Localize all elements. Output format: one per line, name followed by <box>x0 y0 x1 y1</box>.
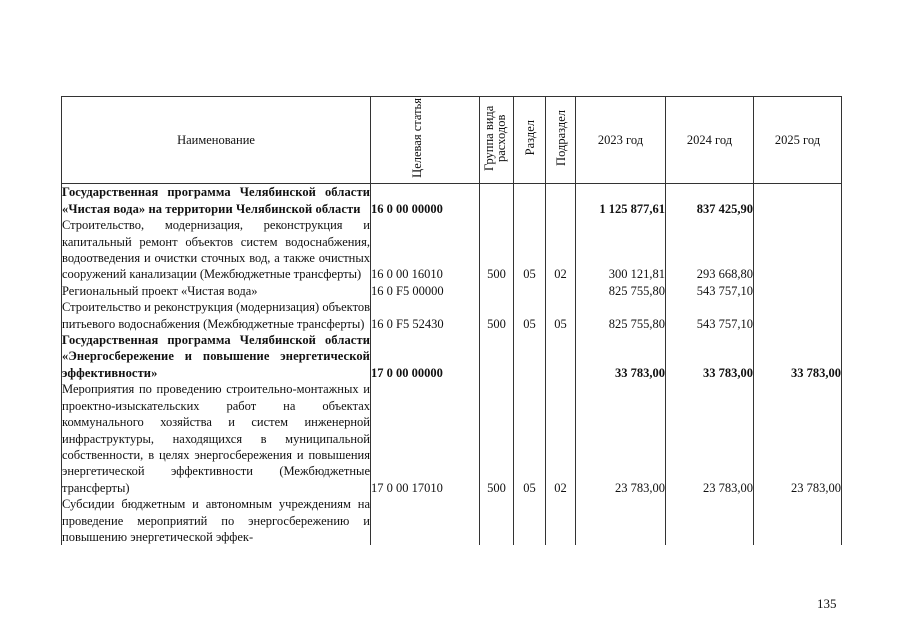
page-number: 135 <box>817 596 837 611</box>
row-2024: 543 757,10 <box>666 299 754 332</box>
header-name: Наименование <box>62 97 371 184</box>
header-2025: 2025 год <box>754 97 842 184</box>
row-code: 16 0 F5 00000 <box>371 283 480 299</box>
header-expense-group: Группа вида расходов <box>480 97 514 184</box>
table-row <box>62 496 842 545</box>
row-section: 05 <box>514 217 546 283</box>
row-group <box>480 184 514 217</box>
table-row <box>62 299 842 332</box>
row-code: 17 0 00 00000 <box>371 332 480 381</box>
row-group <box>480 332 514 381</box>
row-subsection: 02 <box>546 381 576 496</box>
table-body <box>62 184 842 545</box>
row-2023: 23 783,00 <box>576 381 666 496</box>
row-2023: 825 755,80 <box>576 283 666 299</box>
row-2024: 33 783,00 <box>666 332 754 381</box>
row-code: 16 0 00 16010 <box>371 217 480 283</box>
row-2024: 293 668,80 <box>666 217 754 283</box>
row-2025 <box>754 299 842 332</box>
row-name: Строительство и реконструкция (модернизация) объектов питьевого водоснабжения (Межбюджетные трансферты) <box>62 300 371 331</box>
row-subsection <box>546 283 576 299</box>
header-subsection: Подраздел <box>546 97 576 184</box>
row-2024: 837 425,90 <box>666 184 754 217</box>
row-section <box>514 332 546 381</box>
row-name: Государственная программа Челябинской области «Чистая вода» на территории Челябинской области <box>62 185 370 216</box>
row-code: 17 0 00 17010 <box>371 381 480 496</box>
row-subsection <box>546 332 576 381</box>
row-2023: 33 783,00 <box>576 332 666 381</box>
row-2025 <box>754 283 842 299</box>
row-2024 <box>666 496 754 545</box>
row-subsection <box>546 496 576 545</box>
row-2023: 825 755,80 <box>576 299 666 332</box>
row-name: Региональный проект «Чистая вода» <box>62 283 371 299</box>
table-row <box>62 184 842 217</box>
row-subsection: 05 <box>546 299 576 332</box>
header-2024: 2024 год <box>666 97 754 184</box>
row-code: 16 0 F5 52430 <box>371 299 480 332</box>
row-name: Субсидии бюджетным и автономным учреждениям на проведение мероприятий по энергосбережению и повышению энергетической эффек- <box>62 497 370 544</box>
table-header <box>62 97 842 184</box>
row-group: 500 <box>480 299 514 332</box>
row-subsection <box>546 184 576 217</box>
row-group <box>480 283 514 299</box>
row-section <box>514 496 546 545</box>
row-2025: 33 783,00 <box>754 332 842 381</box>
row-2023: 300 121,81 <box>576 217 666 283</box>
table-row <box>62 381 842 496</box>
row-2025 <box>754 184 842 217</box>
row-section: 05 <box>514 381 546 496</box>
row-section <box>514 184 546 217</box>
row-2025 <box>754 496 842 545</box>
row-2025: 23 783,00 <box>754 381 842 496</box>
row-2024: 543 757,10 <box>666 283 754 299</box>
row-2025 <box>754 217 842 283</box>
header-2023: 2023 год <box>576 97 666 184</box>
row-group: 500 <box>480 381 514 496</box>
table-row <box>62 332 842 381</box>
table-row <box>62 283 842 299</box>
row-name: Строительство, модернизация, реконструкция и капитальный ремонт объектов систем водоснабжения, водоотведения и очистки сточных вод, а также очистных сооружений канализации (Межбюджетные трансферты) <box>62 218 370 282</box>
header-target-item: Целевая статья <box>371 97 480 184</box>
row-name: Государственная программа Челябинской области «Энергосбережение и повышение энергетической эффективности» <box>62 333 370 380</box>
row-name: Мероприятия по проведению строительно-монтажных и проектно-изыскательских работ на объектах коммунального хозяйства и систем инженерной инфраструктуры, находящихся в муниципальной собственности, в целях энергосбережения и повышения энергетической эффективности (Межбюджетные трансферты) <box>62 382 370 495</box>
budget-table <box>61 96 842 545</box>
row-2023: 1 125 877,61 <box>576 184 666 217</box>
row-group <box>480 496 514 545</box>
row-code <box>371 496 480 545</box>
row-code: 16 0 00 00000 <box>371 184 480 217</box>
table-row <box>62 217 842 283</box>
row-subsection: 02 <box>546 217 576 283</box>
row-section: 05 <box>514 299 546 332</box>
row-group: 500 <box>480 217 514 283</box>
row-section <box>514 283 546 299</box>
header-section: Раздел <box>514 97 546 184</box>
row-2024: 23 783,00 <box>666 381 754 496</box>
row-2023 <box>576 496 666 545</box>
